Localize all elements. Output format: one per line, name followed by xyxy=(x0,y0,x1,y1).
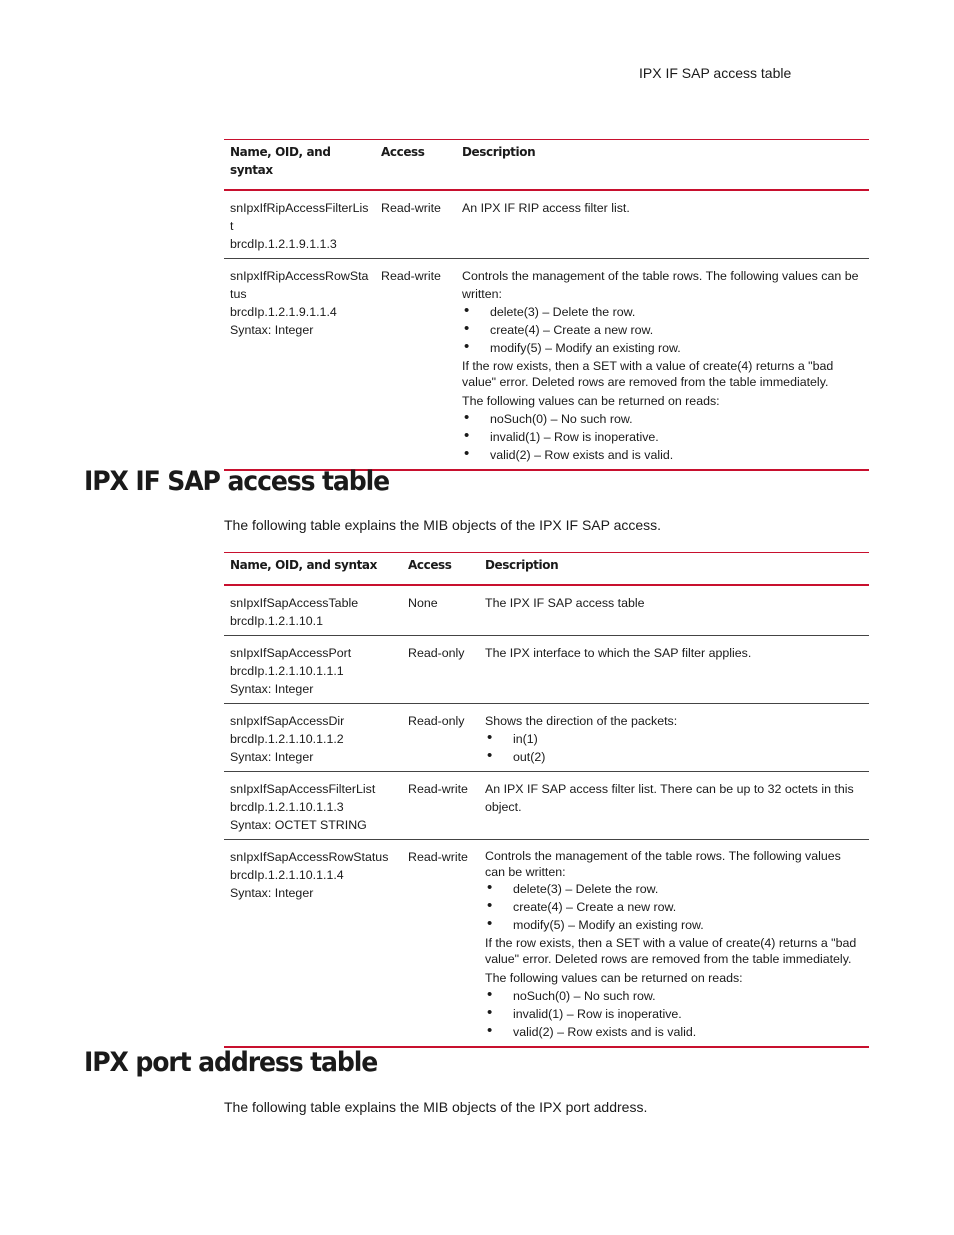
object-oid: brcdIp.1.2.1.9.1.1.3 xyxy=(230,237,337,251)
name-cell xyxy=(224,772,402,840)
section-intro: The following table explains the MIB objects of the IPX IF SAP access. xyxy=(224,517,662,533)
table-row xyxy=(224,840,869,1048)
table-row xyxy=(224,704,869,772)
rip-access-table xyxy=(224,139,869,471)
description-cell: The IPX interface to which the SAP filter applies. xyxy=(479,636,869,704)
bullet-item: • noSuch(0) – No such row. xyxy=(462,410,863,428)
object-name: snIpxIfSapAccessPort xyxy=(230,646,352,660)
name-cell xyxy=(224,259,375,471)
object-syntax: Syntax: Integer xyxy=(230,886,314,900)
bullet-item: • invalid(1) – Row is inoperative. xyxy=(462,428,863,446)
object-name: snIpxIfSapAccessDir xyxy=(230,714,345,728)
name-cell xyxy=(224,840,402,1048)
object-name: snIpxIfRipAccessRowSta xyxy=(230,269,369,283)
object-syntax: Syntax: OCTET STRING xyxy=(230,818,367,832)
object-syntax: Syntax: Integer xyxy=(230,323,314,337)
description-text: Shows the direction of the packets: xyxy=(485,714,678,728)
object-syntax: Syntax: Integer xyxy=(230,750,314,764)
access-cell: Read-write xyxy=(375,190,456,259)
object-name-wrap: t xyxy=(230,219,234,233)
description-text: The following values can be returned on reads: xyxy=(462,394,720,408)
table-row xyxy=(224,772,869,840)
object-oid: brcdIp.1.2.1.10.1.1.2 xyxy=(230,732,344,746)
bullet-item: • delete(3) – Delete the row. xyxy=(462,303,863,321)
object-syntax: Syntax: Integer xyxy=(230,682,314,696)
description-text: An IPX IF RIP access filter list. xyxy=(462,201,630,215)
bullet-item: • out(2) xyxy=(485,748,863,766)
description-text: The following values can be returned on reads: xyxy=(485,971,743,985)
description-cell xyxy=(456,259,869,471)
bullet-item: • create(4) – Create a new row. xyxy=(462,321,863,339)
section-heading: IPX port address table xyxy=(84,1047,378,1078)
table-row xyxy=(224,190,869,259)
bullet-item: • delete(3) – Delete the row. xyxy=(485,880,863,898)
bullet-item: • noSuch(0) – No such row. xyxy=(485,987,863,1005)
description-cell xyxy=(456,190,869,259)
bullet-item: • create(4) – Create a new row. xyxy=(485,898,863,916)
access-cell: Read-only xyxy=(402,704,479,772)
object-name: snIpxIfSapAccessFilterList xyxy=(230,782,376,796)
object-oid: brcdIp.1.2.1.10.1.1.1 xyxy=(230,664,344,678)
access-cell: Read-write xyxy=(402,772,479,840)
object-oid: brcdIp.1.2.1.10.1 xyxy=(230,614,323,628)
object-oid: brcdIp.1.2.1.10.1.1.3 xyxy=(230,800,344,814)
column-header-access: Access xyxy=(375,140,456,191)
description-cell: The IPX IF SAP access table xyxy=(479,585,869,636)
access-cell: Read-only xyxy=(402,636,479,704)
table-row xyxy=(224,585,869,636)
access-cell: None xyxy=(402,585,479,636)
bullet-item: • valid(2) – Row exists and is valid. xyxy=(462,446,863,464)
access-cell: Read-write xyxy=(375,259,456,471)
description-text: Controls the management of the table rows. The following values can be written: xyxy=(485,849,841,879)
name-cell xyxy=(224,636,402,704)
bullet-item: • in(1) xyxy=(485,730,863,748)
object-oid: brcdIp.1.2.1.10.1.1.4 xyxy=(230,868,344,882)
bullet-item: • modify(5) – Modify an existing row. xyxy=(462,339,863,357)
access-cell: Read-write xyxy=(402,840,479,1048)
sap-access-table xyxy=(224,552,869,1048)
bullet-item: • modify(5) – Modify an existing row. xyxy=(485,916,863,934)
name-cell xyxy=(224,585,402,636)
name-cell xyxy=(224,704,402,772)
description-cell xyxy=(479,840,869,1048)
column-header-description: Description xyxy=(456,140,869,191)
description-note: If the row exists, then a SET with a value of create(4) returns a "bad value" error. Deleted rows are removed from the table immediately. xyxy=(485,936,857,966)
description-cell: An IPX IF SAP access filter list. There can be up to 32 octets in this object. xyxy=(479,772,869,840)
object-name: snIpxIfSapAccessTable xyxy=(230,596,359,610)
object-oid: brcdIp.1.2.1.9.1.1.4 xyxy=(230,305,337,319)
column-header-name: Name, OID, and syntax xyxy=(224,140,375,191)
description-note: If the row exists, then a SET with a value of create(4) returns a "bad value" error. Deleted rows are removed from the table immediately. xyxy=(462,359,834,389)
column-header-description: Description xyxy=(479,553,869,586)
running-header: IPX IF SAP access table xyxy=(639,65,792,81)
table-row xyxy=(224,259,869,471)
section-heading: IPX IF SAP access table xyxy=(84,466,390,497)
section-intro: The following table explains the MIB objects of the IPX port address. xyxy=(224,1099,648,1115)
object-name: snIpxIfSapAccessRowStatus xyxy=(230,850,389,864)
description-text: Controls the management of the table rows. The following values can be written: xyxy=(462,269,859,301)
description-cell xyxy=(479,704,869,772)
name-cell xyxy=(224,190,375,259)
column-header-access: Access xyxy=(402,553,479,586)
bullet-item: • invalid(1) – Row is inoperative. xyxy=(485,1005,863,1023)
table-row xyxy=(224,636,869,704)
bullet-item: • valid(2) – Row exists and is valid. xyxy=(485,1023,863,1041)
object-name-wrap: tus xyxy=(230,287,247,301)
column-header-name: Name, OID, and syntax xyxy=(224,553,402,586)
object-name: snIpxIfRipAccessFilterLis xyxy=(230,201,369,215)
